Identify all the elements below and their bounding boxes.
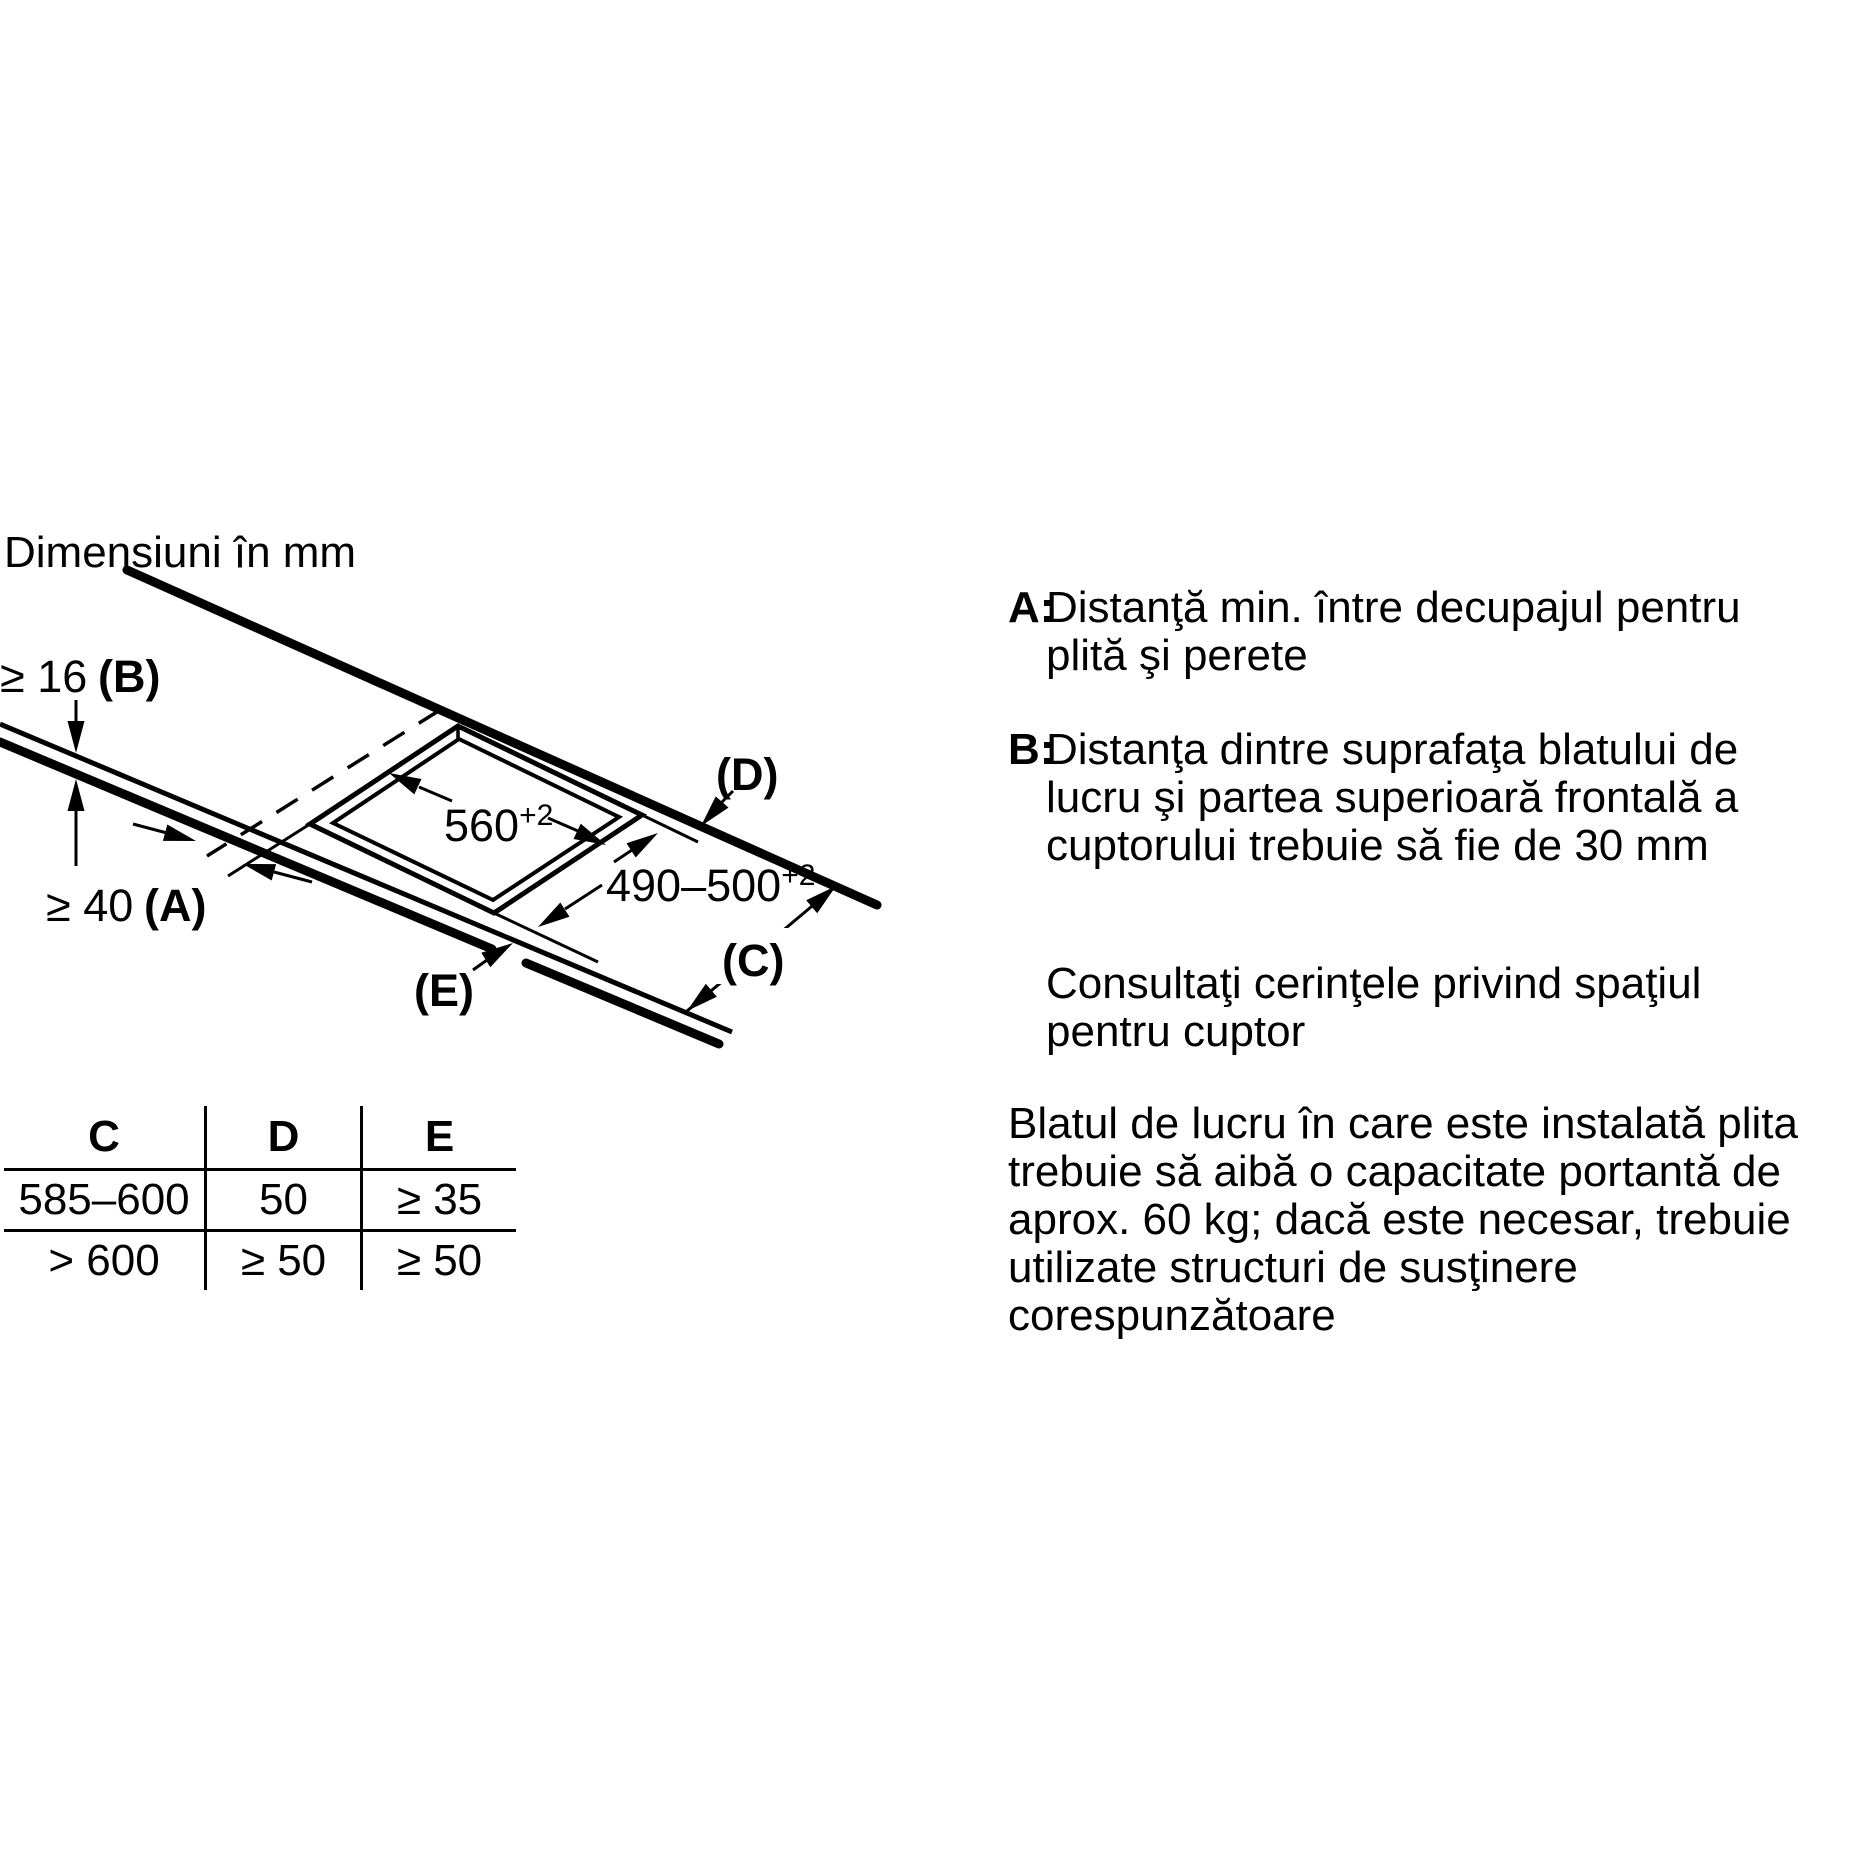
note-a-line: Distanţă min. între decupajul pentru [1046,583,1741,632]
table-header-e: E [360,1106,516,1171]
note-b-line: cuptorului trebuie să fie de 30 mm [1046,821,1709,870]
dim-b-lower-arrowhead [68,779,85,811]
installation-diagram [0,540,940,1070]
dim-490-upper-arrowhead [627,833,659,858]
label-d: (D) [716,749,779,800]
table-cell: > 600 [48,1236,160,1285]
dim-b-letter: (B) [98,651,161,702]
notes-column [1008,584,1874,1340]
note-a-line: plită şi perete [1046,631,1308,680]
page-title: Dimensiuni în mm [4,528,357,577]
label-e-pointer-line [473,960,487,970]
table-cell: ≥ 35 [360,1171,516,1232]
dim-a-label: ≥ 40 [46,880,134,931]
label-e: (E) [414,965,474,1016]
note-load-capacity [1008,1100,1874,1340]
note-b-line: lucru şi partea superioară frontală a [1046,773,1739,822]
table-cell: ≥ 50 [204,1232,360,1290]
note-load-capacity-line: Blatul de lucru în care este instalată plita [1008,1099,1799,1148]
note-b-line: Distanţa dintre suprafaţa blatului de [1046,725,1739,774]
note-oven-space-line: pentru cuptor [1046,1007,1306,1056]
table-header-d: D [204,1106,360,1171]
note-a [1008,584,1874,680]
note-oven-space [1008,960,1874,1056]
note-load-capacity-line: corespunzătoare [1008,1291,1336,1340]
note-b-letter: B: [1008,725,1055,774]
dim-a-left-line [133,824,167,833]
dimension-table [4,1106,516,1290]
note-load-capacity-line: trebuie să aibă o capacitate portantă de [1008,1147,1781,1196]
dim-490-lower-line [565,885,602,909]
dim-b-label: ≥ 16 [0,651,88,702]
table-cell: 50 [204,1171,360,1232]
dim-b-upper-arrowhead [68,721,85,753]
label-c: (C) [722,935,785,986]
dim-490-lower-arrowhead [538,903,570,928]
dim-depth-label: $490-500^{+2}$ [606,859,816,911]
note-b [1008,726,1874,870]
note-oven-space-line: Consultaţi cerinţele privind spaţiul [1046,959,1702,1008]
worktop-front-thick-line-right [526,963,719,1044]
table-cell: 585–600 [4,1171,204,1232]
dim-a-right-arrowhead [243,864,276,881]
note-load-capacity-line: utilizate structuri de susţinere [1008,1243,1578,1292]
table-header-c: C [4,1106,204,1171]
table-cell: ≥ 50 [360,1232,516,1290]
note-load-capacity-line: aprox. 60 kg; dacă este necesar, trebuie [1008,1195,1791,1244]
dim-width-label: $560^{+2}$ [444,799,554,851]
dim-a-letter: (A) [144,880,207,931]
note-a-letter: A: [1008,583,1055,632]
